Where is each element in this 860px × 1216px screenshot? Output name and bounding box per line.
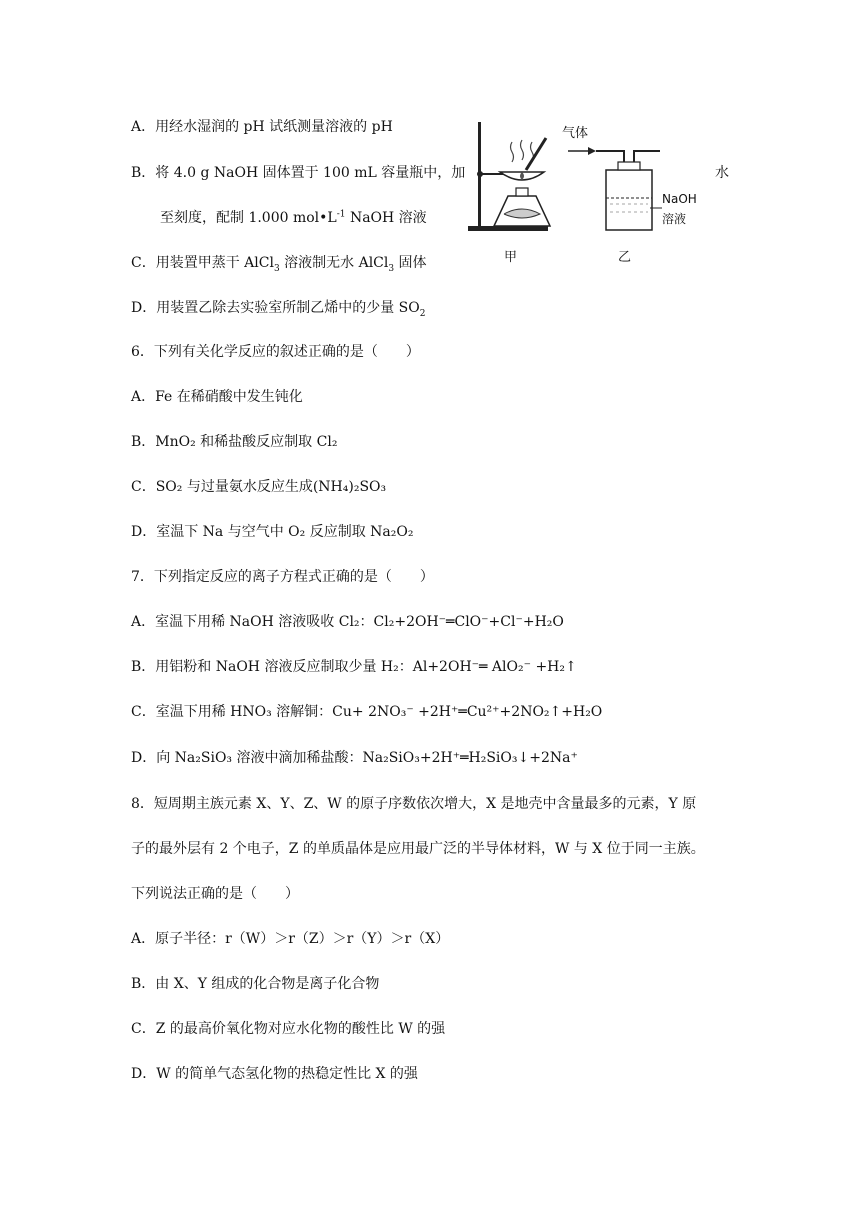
q5-option-c-text1: C．用装置甲蒸干 AlCl: [131, 255, 274, 271]
apparatus-jia-label: 甲: [504, 250, 518, 265]
q5-option-c-sub2: 3: [388, 263, 395, 274]
q8-option-d: D．W 的简单气态氢化物的热稳定性比 X 的强: [131, 1066, 418, 1082]
q7-option-d: D．向 Na₂SiO₃ 溶液中滴加稀盐酸：Na₂SiO₃+2H⁺═H₂SiO₃↓+2Na⁺: [131, 750, 578, 766]
q5-option-a: A．用经水湿润的 pH 试纸测量溶液的 pH: [131, 119, 393, 135]
q5-option-d: [131, 298, 425, 318]
q5-option-b2-sup: -1: [336, 209, 346, 220]
apparatus-yi-label: 乙: [618, 250, 632, 265]
q8-stem-line3: 下列说法正确的是（ ）: [131, 886, 299, 902]
naoh-label: NaOH: [662, 192, 697, 206]
q8-stem-line2: 子的最外层有 2 个电子，Z 的单质晶体是应用最广泛的半导体材料，W 与 X 位于同一主族。: [131, 841, 705, 857]
q7-option-b: B．用铝粉和 NaOH 溶液反应制取少量 H₂：Al+2OH⁻═ AlO₂⁻ +H₂↑: [131, 659, 577, 675]
q7-stem: 7．下列指定反应的离子方程式正确的是（ ）: [131, 569, 434, 585]
glass-rod: [526, 138, 546, 170]
q5-option-b-line1: [131, 163, 465, 183]
q8-option-b: B．由 X、Y 组成的化合物是离子化合物: [131, 976, 380, 992]
q6-option-b: B．MnO₂ 和稀盐酸反应制取 Cl₂: [131, 434, 338, 450]
q5-option-c-text3: 固体: [394, 255, 427, 271]
q6-stem: 6．下列有关化学反应的叙述正确的是（ ）: [131, 344, 420, 360]
solution-label: 溶液: [662, 212, 687, 226]
q5-option-b2-end: NaOH 溶液: [345, 210, 427, 226]
q5-option-b2-text: 至刻度，配制 1.000 mol•L: [160, 210, 337, 226]
q8-option-c: C．Z 的最高价氧化物对应水化物的酸性比 W 的强: [131, 1021, 446, 1037]
q5-option-c: [131, 253, 427, 273]
q8-stem-line1: 8．短周期主族元素 X、Y、Z、W 的原子序数依次增大，X 是地壳中含量最多的元素，Y 原: [131, 796, 697, 812]
q5-option-d-sub: 2: [419, 308, 426, 319]
q6-option-c: C．SO₂ 与过量氨水反应生成(NH₄)₂SO₃: [131, 479, 387, 495]
gas-label: 气体: [562, 126, 589, 141]
q7-option-a: A．室温下用稀 NaOH 溶液吸收 Cl₂：Cl₂+2OH⁻═ClO⁻+Cl⁻+H₂O: [131, 614, 564, 630]
q8-option-a: A．原子半径：r（W）＞r（Z）＞r（Y）＞r（X）: [131, 931, 450, 947]
wash-bottle: [606, 170, 652, 230]
apparatus-figure: [464, 118, 734, 268]
q5-option-c-text2: 溶液制无水 AlCl: [279, 255, 389, 271]
q5-option-b-line2: [160, 208, 427, 228]
q5-option-c-sub1: 3: [273, 263, 280, 274]
q6-option-d: D．室温下 Na 与空气中 O₂ 反应制取 Na₂O₂: [131, 524, 414, 540]
q5-option-b-text: B．将 4.0 g NaOH 固体置于 100 mL 容量瓶中，加: [131, 165, 466, 181]
q5-option-b-water: 水: [715, 165, 729, 181]
q5-option-d-text: D．用装置乙除去实验室所制乙烯中的少量 SO: [131, 300, 420, 316]
q7-option-c: C．室温下用稀 HNO₃ 溶解铜：Cu+ 2NO₃⁻ +2H⁺═Cu²⁺+2NO₂↑+H₂O: [131, 704, 603, 720]
q6-option-a: A．Fe 在稀硝酸中发生钝化: [131, 389, 303, 405]
